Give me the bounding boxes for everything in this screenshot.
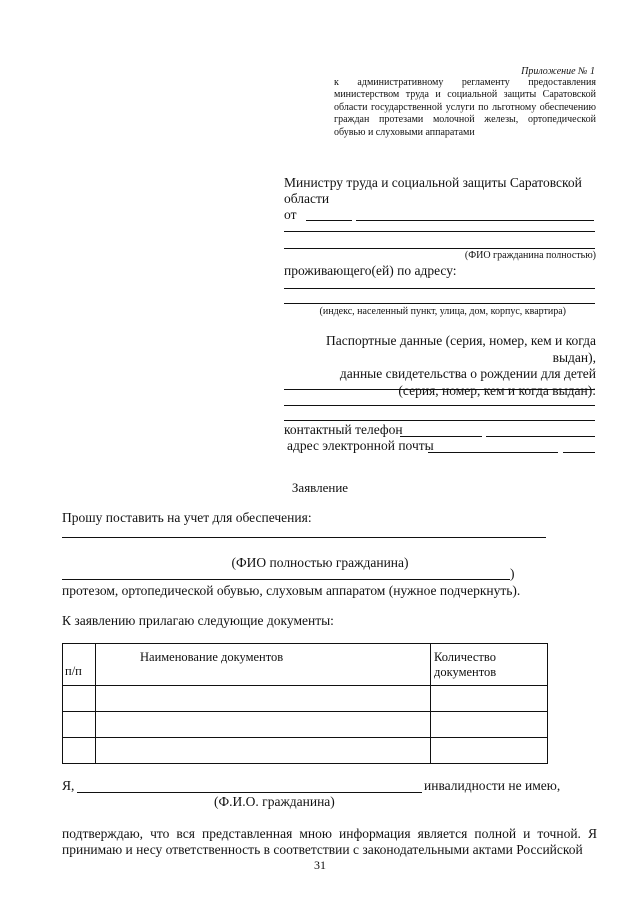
table-header-row xyxy=(63,644,548,686)
email-label: адрес электронной почты xyxy=(287,438,434,453)
addressee-block xyxy=(284,175,604,223)
fio-line-1[interactable] xyxy=(284,231,595,232)
email-line-2[interactable] xyxy=(563,452,595,453)
fio-caption: (ФИО гражданина полностью) xyxy=(464,250,596,261)
col-name-label: Наименование документов xyxy=(140,650,284,664)
address-caption: (индекс, населенный пункт, улица, дом, корпус, квартира) xyxy=(319,306,566,317)
table-cell[interactable] xyxy=(63,738,96,764)
table-row xyxy=(63,712,548,738)
col-count-header xyxy=(431,644,548,686)
from-date-line[interactable] xyxy=(306,220,352,221)
from-row xyxy=(284,207,604,223)
passport-line-field-2[interactable] xyxy=(284,405,595,406)
table-cell[interactable] xyxy=(431,712,548,738)
address-label: проживающего(ей) по адресу: xyxy=(284,263,457,278)
addressee-to: Министру труда и социальной защиты Саратовской области xyxy=(284,175,582,206)
email-line-1[interactable] xyxy=(428,452,558,453)
from-label: от xyxy=(284,207,297,222)
declaration-name-line[interactable] xyxy=(77,792,422,793)
request-line[interactable] xyxy=(62,537,546,538)
attach-text: К заявлению прилагаю следующие документы: xyxy=(62,613,334,628)
table-cell[interactable] xyxy=(431,686,548,712)
passport-line-1: Паспортные данные (серия, номер, кем и когда выдан), xyxy=(326,333,596,365)
passport-line-field-3[interactable] xyxy=(284,420,595,421)
passport-line-2: данные свидетельства о рождении для детей xyxy=(339,366,596,381)
request-fio-caption: (ФИО полностью гражданина) xyxy=(231,555,409,570)
items-text: протезом, ортопедической обувью, слуховым аппаратом (нужное подчеркнуть). xyxy=(62,583,521,598)
declaration-suffix: инвалидности не имею, xyxy=(424,778,561,793)
fio-line-2[interactable] xyxy=(284,248,595,249)
col-count-label: Количество документов xyxy=(434,650,497,679)
address-line-1[interactable] xyxy=(284,288,595,289)
table-cell[interactable] xyxy=(96,738,431,764)
declaration-confirm: подтверждаю, что вся представленная мною информация является полной и точной. Я принимаю и несу ответственность в соответствии с законодательными актами Российской xyxy=(62,826,597,857)
table-cell[interactable] xyxy=(96,712,431,738)
col-number-label: п/п xyxy=(65,664,82,678)
col-number-header xyxy=(63,644,96,686)
from-name-line[interactable] xyxy=(356,220,594,221)
table-row xyxy=(63,686,548,712)
page-number: 31 xyxy=(314,858,326,872)
table-cell[interactable] xyxy=(63,712,96,738)
request-text: Прошу поставить на учет для обеспечения: xyxy=(62,510,312,525)
table-row xyxy=(63,738,548,764)
phone-line-2[interactable] xyxy=(486,436,595,437)
appendix-title: Приложение № 1 xyxy=(521,66,595,77)
passport-line-field-1[interactable] xyxy=(284,389,595,390)
address-line-2[interactable] xyxy=(284,303,595,304)
phone-label: контактный телефон xyxy=(284,422,403,437)
declaration-fio-caption: (Ф.И.О. гражданина) xyxy=(214,794,335,809)
table-cell[interactable] xyxy=(96,686,431,712)
declaration-prefix: Я, xyxy=(62,778,75,793)
table-cell[interactable] xyxy=(63,686,96,712)
documents-table xyxy=(62,643,548,764)
phone-line-1[interactable] xyxy=(400,436,482,437)
table-cell[interactable] xyxy=(431,738,548,764)
passport-line-3: (серия, номер, кем и когда выдан): xyxy=(398,382,596,398)
col-name-header xyxy=(96,644,431,686)
closing-paren: ) xyxy=(510,566,515,581)
application-heading: Заявление xyxy=(291,480,349,495)
request-line-2[interactable] xyxy=(62,579,510,580)
appendix-text: к административному регламенту предоставления министерством труда и социальной защиты Саратовской области государственной услуги по льготному обеспечению граждан протезами молочной железы, ортопедической обувью и слуховыми аппаратами xyxy=(334,77,596,138)
